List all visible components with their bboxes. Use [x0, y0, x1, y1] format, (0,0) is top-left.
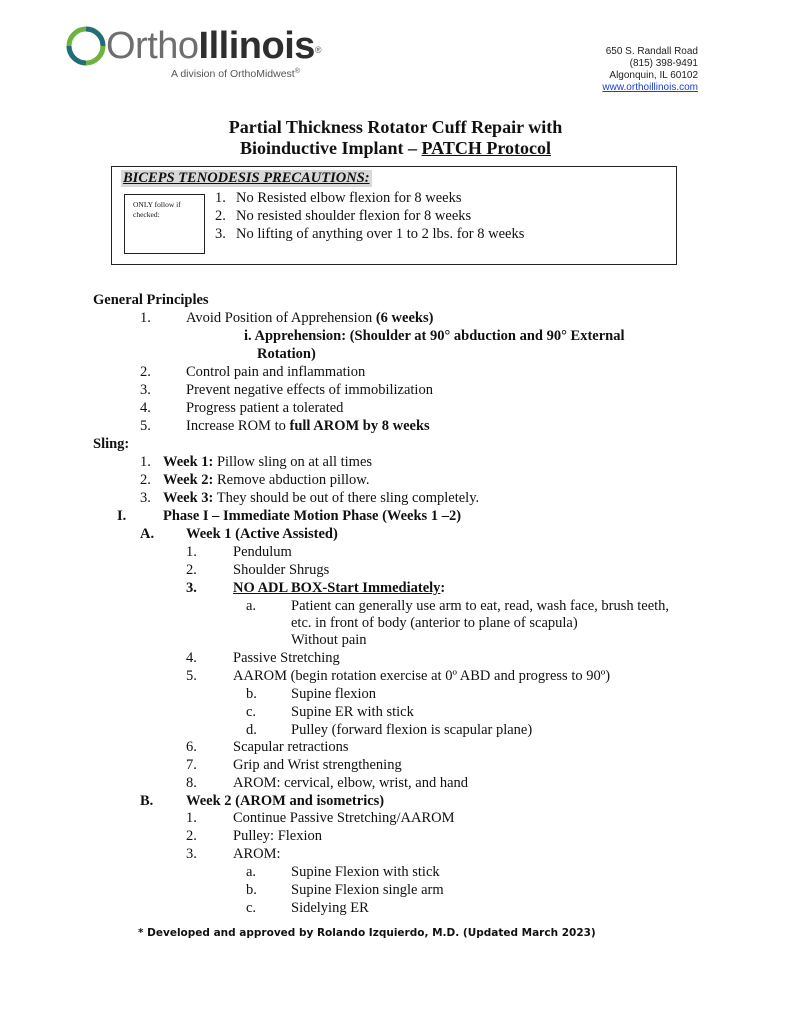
- week-a-item-4: Passive Stretching: [233, 650, 340, 666]
- precaution-item-3: No lifting of anything over 1 to 2 lbs. for 8 weeks: [236, 226, 525, 242]
- logo-wordmark: OrthoIllinois®: [106, 25, 322, 67]
- adl-line-2: etc. in front of body (anterior to plane of scapula): [291, 615, 578, 631]
- website-link[interactable]: www.orthoillinois.com: [602, 82, 698, 93]
- precautions-heading: BICEPS TENODESIS PRECAUTIONS:: [123, 170, 370, 186]
- general-num-3: 3.: [140, 382, 151, 398]
- general-item-2: Control pain and inflammation: [186, 364, 366, 380]
- address-city: Algonquin, IL 60102: [609, 70, 698, 81]
- title-line-1: Partial Thickness Rotator Cuff Repair with: [228, 117, 563, 137]
- adl-letter: a.: [246, 598, 257, 614]
- week-b-num-3: 3.: [186, 846, 197, 862]
- week-b-title: Week 2 (AROM and isometrics): [186, 793, 385, 809]
- sling-num-1: 1.: [140, 454, 151, 470]
- sling-heading: Sling:: [93, 436, 130, 452]
- address-phone: (815) 398-9491: [629, 58, 698, 69]
- sling-num-2: 2.: [140, 472, 151, 488]
- week-a-item-1: Pendulum: [233, 544, 292, 560]
- sling-item-3: Week 3: They should be out of there sling completely.: [163, 490, 480, 506]
- apprehension-line-1: i. Apprehension: (Shoulder at 90° abduction and 90° External: [244, 328, 625, 344]
- apprehension-line-2: Rotation): [257, 346, 316, 362]
- adl-line-3: Without pain: [291, 632, 367, 648]
- general-num-2: 2.: [140, 364, 151, 380]
- week-b-letter: B.: [140, 793, 154, 809]
- week-a-num-6: 6.: [186, 739, 197, 755]
- aarom-letter-d: d.: [246, 722, 257, 738]
- general-num-5: 5.: [140, 418, 151, 434]
- general-num-1: 1.: [140, 310, 151, 326]
- week-a-num-1: 1.: [186, 544, 197, 560]
- general-num-4: 4.: [140, 400, 151, 416]
- ortho-illinois-logo: [66, 24, 336, 84]
- sling-item-1: Week 1: Pillow sling on at all times: [163, 454, 373, 470]
- general-item-5: Increase ROM to full AROM by 8 weeks: [186, 418, 430, 434]
- precaution-item-2: No resisted shoulder flexion for 8 weeks: [236, 208, 472, 224]
- week-a-title: Week 1 (Active Assisted): [186, 526, 338, 542]
- footer-credit: * Developed and approved by Rolando Izquierdo, M.D. (Updated March 2023): [138, 927, 596, 939]
- logo-tagline: A division of OrthoMidwest®: [171, 68, 300, 80]
- week-a-item-3: NO ADL BOX-Start Immediately:: [233, 580, 446, 596]
- week-a-num-4: 4.: [186, 650, 197, 666]
- week-b-num-2: 2.: [186, 828, 197, 844]
- precaution-num-3: 3.: [215, 226, 226, 242]
- clinic-address: [602, 46, 698, 94]
- sling-item-2: Week 2: Remove abduction pillow.: [163, 472, 370, 488]
- week-a-item-8: AROM: cervical, elbow, wrist, and hand: [233, 775, 469, 791]
- sling-num-3: 3.: [140, 490, 151, 506]
- week-a-item-7: Grip and Wrist strengthening: [233, 757, 402, 773]
- precaution-item-1: No Resisted elbow flexion for 8 weeks: [236, 190, 462, 206]
- document-title: [0, 117, 791, 159]
- phase1-title: Phase I – Immediate Motion Phase (Weeks 1 –2): [163, 508, 462, 524]
- week-b-num-1: 1.: [186, 810, 197, 826]
- precaution-num-1: 1.: [215, 190, 226, 206]
- aarom-item-d: Pulley (forward flexion is scapular plane): [291, 722, 533, 738]
- week-a-item-6: Scapular retractions: [233, 739, 349, 755]
- week-a-letter: A.: [140, 526, 155, 542]
- aarom-item-c: Supine ER with stick: [291, 704, 414, 720]
- arom-item-a: Supine Flexion with stick: [291, 864, 440, 880]
- arom-letter-a: a.: [246, 864, 257, 880]
- general-item-4: Progress patient a tolerated: [186, 400, 344, 416]
- general-item-1: Avoid Position of Apprehension (6 weeks): [186, 310, 434, 326]
- adl-line-1: Patient can generally use arm to eat, read, wash face, brush teeth,: [291, 598, 670, 614]
- phase1-num: I.: [117, 508, 127, 524]
- week-a-num-8: 8.: [186, 775, 197, 791]
- week-b-item-2: Pulley: Flexion: [233, 828, 323, 844]
- week-a-num-3: 3.: [186, 580, 197, 596]
- arom-letter-c: c.: [246, 900, 257, 916]
- logo-swirl-icon: [66, 26, 106, 66]
- aarom-letter-b: b.: [246, 686, 257, 702]
- week-b-item-3: AROM:: [233, 846, 281, 862]
- aarom-item-b: Supine flexion: [291, 686, 376, 702]
- general-principles-heading: General Principles: [93, 292, 209, 308]
- week-a-num-7: 7.: [186, 757, 197, 773]
- checkbox-label: ONLY follow if checked:: [133, 200, 181, 219]
- general-item-3: Prevent negative effects of immobilization: [186, 382, 433, 398]
- week-a-num-2: 2.: [186, 562, 197, 578]
- week-a-item-2: Shoulder Shrugs: [233, 562, 330, 578]
- arom-letter-b: b.: [246, 882, 257, 898]
- week-a-num-5: 5.: [186, 668, 197, 684]
- title-line-2: Bioinductive Implant – PATCH Protocol: [239, 138, 551, 158]
- address-street: 650 S. Randall Road: [605, 46, 698, 57]
- aarom-letter-c: c.: [246, 704, 257, 720]
- precaution-num-2: 2.: [215, 208, 226, 224]
- arom-item-c: Sidelying ER: [291, 900, 369, 916]
- week-a-item-5: AAROM (begin rotation exercise at 0º ABD and progress to 90º): [233, 668, 611, 684]
- week-b-item-1: Continue Passive Stretching/AAROM: [233, 810, 455, 826]
- arom-item-b: Supine Flexion single arm: [291, 882, 444, 898]
